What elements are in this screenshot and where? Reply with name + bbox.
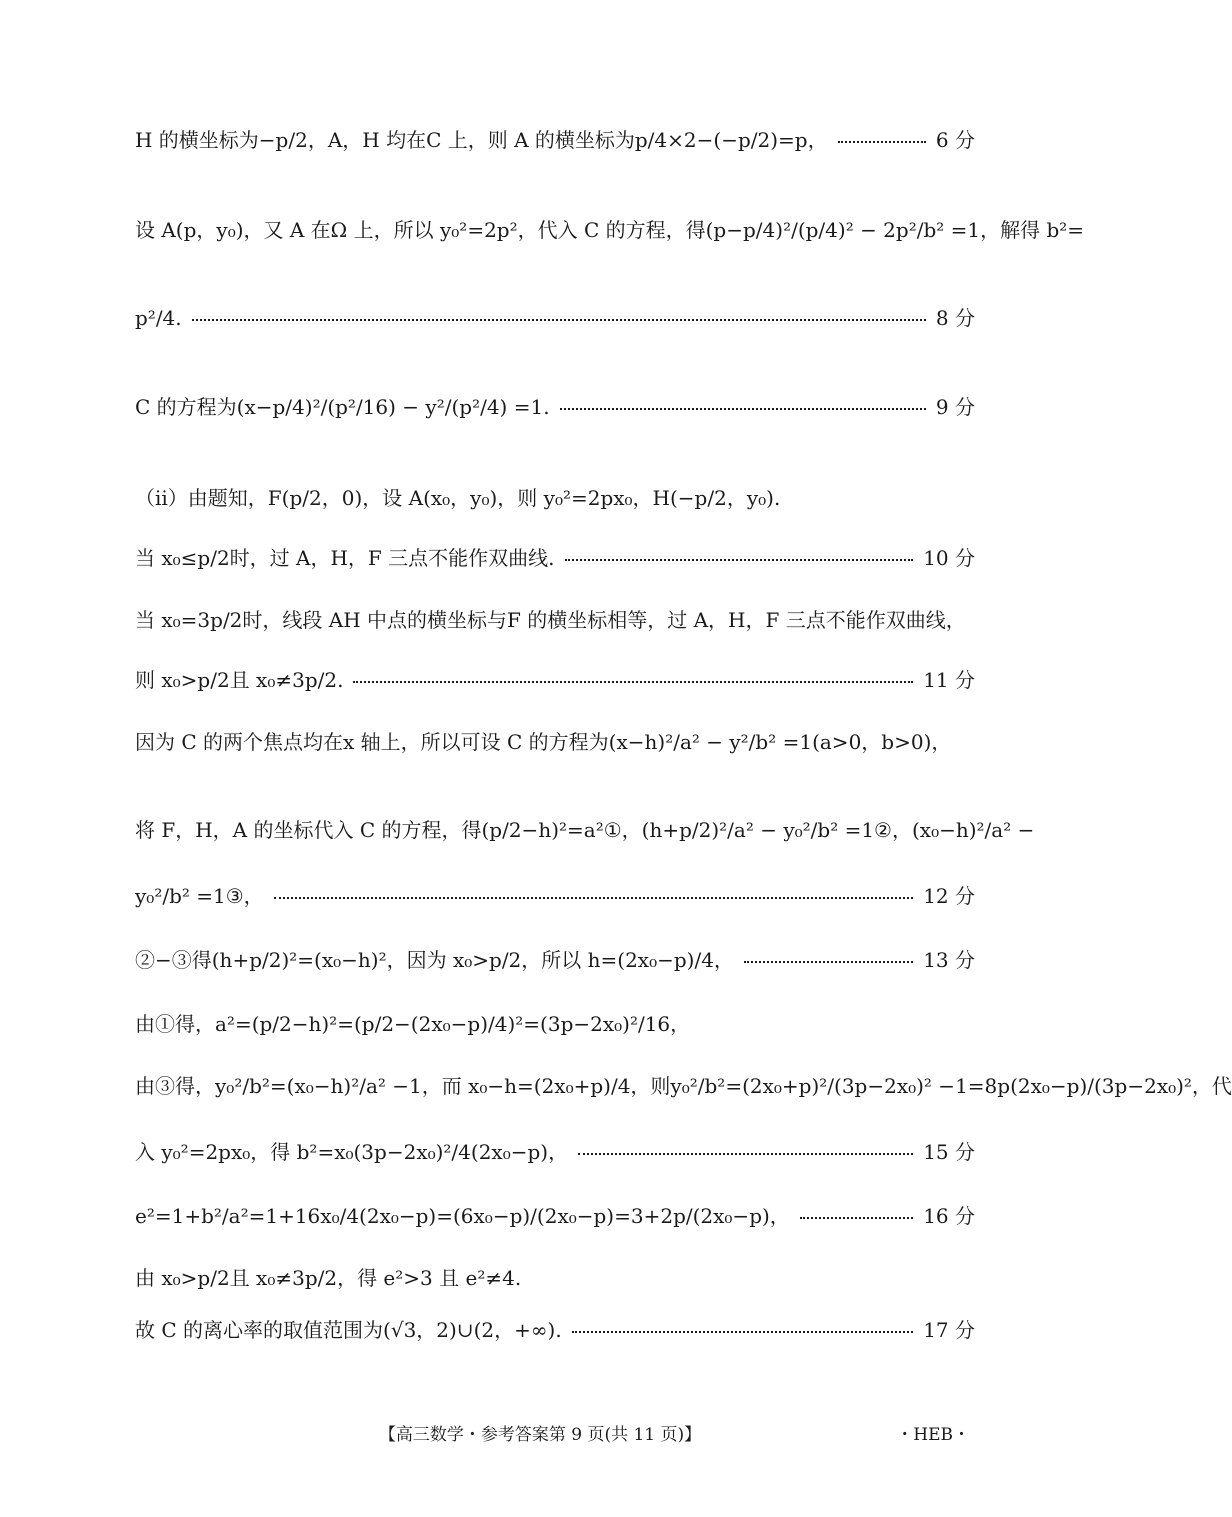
line-text: 将 F，H，A 的坐标代入 C 的方程，得(p/2−h)²=a²①，(h+p/2)²/a² − y₀²/b² =1②，(x₀−h)²/a² −	[135, 818, 1035, 842]
answer-line-15	[135, 1140, 975, 1164]
line-text: （ⅱ）由题知，F(p/2，0)，设 A(x₀，y₀)，则 y₀²=2px₀，H(−p/2，y₀).	[135, 486, 781, 510]
line-text: 入 y₀²=2px₀，得 b²=x₀(3p−2x₀)²/4(2x₀−p)，	[135, 1140, 569, 1164]
dot-leader	[572, 1331, 914, 1333]
line-text: 设 A(p，y₀)，又 A 在Ω 上，所以 y₀²=2p²，代入 C 的方程，得(p−p/4)²/(p/4)² − 2p²/b² =1，解得 b²=	[135, 218, 1085, 242]
dot-leader	[744, 961, 913, 963]
dot-leader	[560, 408, 926, 410]
answer-line-16	[135, 1204, 975, 1228]
line-text: y₀²/b² =1③，	[135, 884, 264, 908]
dot-leader	[800, 1217, 913, 1219]
footer-code: ・HEB・	[896, 1425, 970, 1445]
line-text: e²=1+b²/a²=1+16x₀/4(2x₀−p)=(6x₀−p)/(2x₀−p)=3+2p/(2x₀−p)，	[135, 1204, 790, 1228]
line-text: 当 x₀≤p/2时，过 A，H，F 三点不能作双曲线.	[135, 546, 555, 570]
answer-line-5	[135, 486, 975, 510]
line-text: 当 x₀=3p/2时，线段 AH 中点的横坐标与F 的横坐标相等，过 A，H，F 三点不能作双曲线，	[135, 608, 966, 632]
line-text: C 的方程为(x−p/4)²/(p²/16) − y²/(p²/4) =1.	[135, 395, 550, 419]
answer-line-10	[135, 818, 1035, 842]
answer-line-9	[135, 730, 975, 754]
line-score: 6 分	[935, 128, 975, 152]
dot-leader	[838, 141, 926, 143]
dot-leader	[565, 559, 914, 561]
line-score: 17 分	[923, 1318, 975, 1342]
line-score: 16 分	[923, 1204, 975, 1228]
line-score: 15 分	[923, 1140, 975, 1164]
line-text: 则 x₀>p/2且 x₀≠3p/2.	[135, 668, 344, 692]
answer-line-4	[135, 395, 975, 419]
dot-leader	[274, 897, 914, 899]
answer-line-18	[135, 1318, 975, 1342]
line-score: 13 分	[923, 948, 975, 972]
answer-line-7	[135, 608, 975, 632]
line-score: 8 分	[935, 306, 975, 330]
dot-leader	[353, 681, 913, 683]
line-text: 故 C 的离心率的取值范围为(√3，2)∪(2，+∞).	[135, 1318, 562, 1342]
answer-line-17	[135, 1266, 975, 1290]
line-score: 9 分	[935, 395, 975, 419]
answer-line-8	[135, 668, 975, 692]
footer-page-info: 【高三数学・参考答案第 9 页(共 11 页)】	[378, 1425, 702, 1445]
answer-line-12	[135, 948, 975, 972]
answer-line-2	[135, 218, 1085, 242]
answer-line-13	[135, 1012, 975, 1036]
dot-leader	[578, 1153, 913, 1155]
answer-line-14	[135, 1074, 1232, 1098]
line-text: p²/4.	[135, 306, 182, 330]
line-text: 因为 C 的两个焦点均在x 轴上，所以可设 C 的方程为(x−h)²/a² − y²/b² =1(a>0，b>0)，	[135, 730, 952, 754]
answer-line-11	[135, 884, 975, 908]
line-score: 11 分	[923, 668, 975, 692]
dot-leader	[192, 319, 926, 321]
line-score: 10 分	[923, 546, 975, 570]
line-text: H 的横坐标为−p/2，A，H 均在C 上，则 A 的横坐标为p/4×2−(−p/2)=p，	[135, 128, 828, 152]
line-text: 由③得，y₀²/b²=(x₀−h)²/a² −1，而 x₀−h=(2x₀+p)/4，则y₀²/b²=(2x₀+p)²/(3p−2x₀)² −1=8p(2x₀−p)/(3p−2x₀)²，代	[135, 1074, 1232, 1098]
answer-line-6	[135, 546, 975, 570]
answer-line-3	[135, 306, 975, 330]
line-text: ②−③得(h+p/2)²=(x₀−h)²，因为 x₀>p/2，所以 h=(2x₀−p)/4，	[135, 948, 734, 972]
line-text: 由①得，a²=(p/2−h)²=(p/2−(2x₀−p)/4)²=(3p−2x₀)²/16，	[135, 1012, 691, 1036]
answer-line-1	[135, 128, 975, 152]
line-text: 由 x₀>p/2且 x₀≠3p/2，得 e²>3 且 e²≠4.	[135, 1266, 522, 1290]
line-score: 12 分	[923, 884, 975, 908]
